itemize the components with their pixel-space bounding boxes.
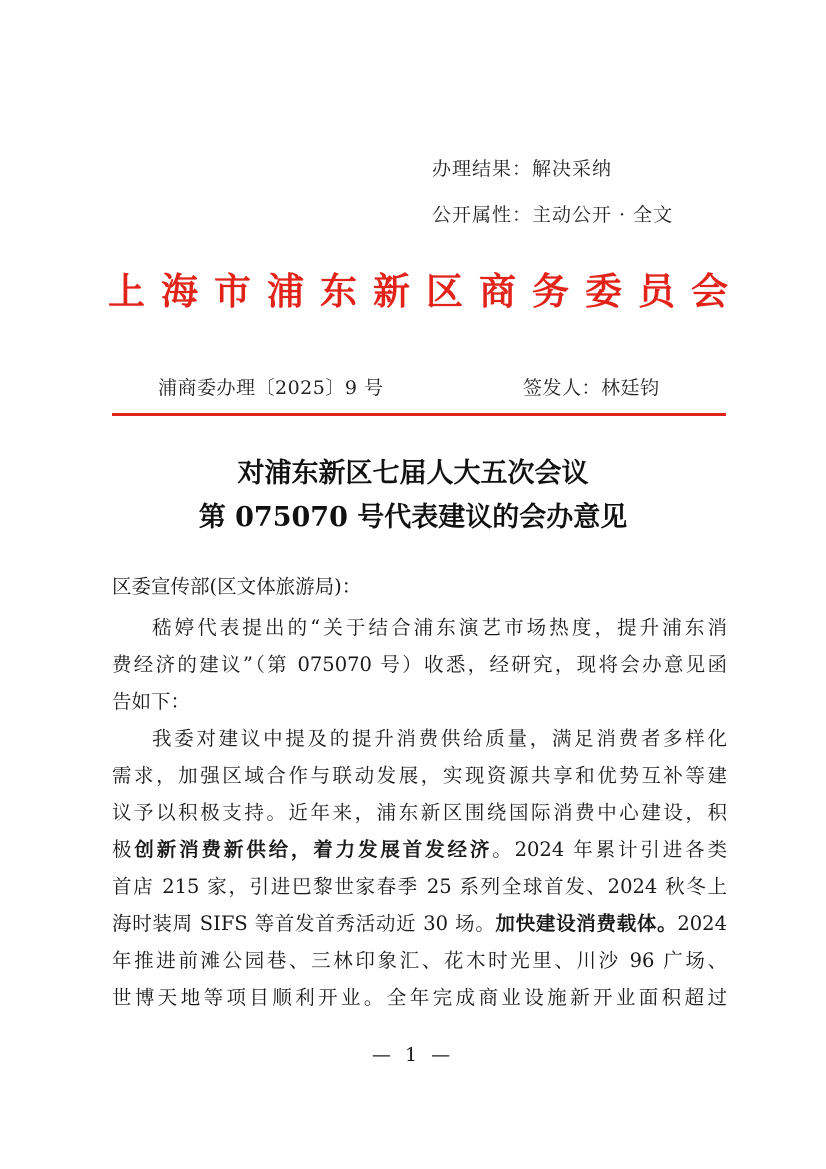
text-run: 海时装周 SIFS 等首发首秀活动近 30 场。 [112,912,496,935]
paragraph-2 [112,720,727,1016]
page-number: — 1 — [371,1044,455,1066]
paragraph-1 [112,609,727,720]
paragraph-line: 费经济的建议”（第 075070 号）收悉，经研究，现将会办意见函 [112,653,727,676]
org-char: 商 [479,269,516,313]
org-char: 区 [426,269,463,313]
issuer-label: 签发人： [523,377,602,399]
issuer [523,373,660,400]
org-char: 会 [691,269,728,313]
bold-highlight: 加快建设消费载体。 [495,912,678,935]
document-title-line1: 对浦东新区七届人大五次会议 [237,458,589,489]
paragraph-line: 年推进前滩公园巷、三林印象汇、花木时光里、川沙 96 广场、 [112,949,727,972]
paragraph-line: 我委对建议中提及的提升消费供给质量，满足消费者多样化 [152,727,727,750]
paragraph-line [112,905,727,942]
org-char: 上 [108,269,145,313]
document-title-line2: 第 075070 号代表建议的会办意见 [198,502,628,533]
text-run: 2024 [677,912,727,935]
disclosure-attribute [432,200,673,227]
org-char: 东 [320,269,357,313]
paragraph-line: 世博天地等项目顺利开业。全年完成商业设施新开业面积超过 [112,986,727,1009]
recipient-line: 区委宣传部(区文体旅游局)： [112,575,362,598]
bold-highlight: 创新消费新供给，着力发展首发经济 [134,838,493,861]
org-char: 浦 [267,269,304,313]
organization-name [108,260,728,316]
paragraph-line: 告如下： [112,690,191,713]
document-number: 浦商委办理〔2025〕9 号 [158,377,384,399]
org-char: 务 [532,269,569,313]
recipient [112,568,727,605]
paragraph-line: 嵇婷代表提出的“关于结合浦东演艺市场热度，提升浦东消 [152,616,727,639]
org-char: 员 [638,269,675,313]
disclosure-value: 主动公开 · 全文 [532,204,674,226]
paragraph-line: 首店 215 家，引进巴黎世家春季 25 系列全球首发、2024 秋冬上 [112,875,727,898]
handling-result-value: 解决采纳 [532,158,613,180]
issuer-name: 林廷钧 [601,377,660,399]
paragraph-line: 需求，加强区域合作与联动发展，实现资源共享和优势互补等建 [112,764,727,787]
paragraph-line [112,831,727,868]
handling-result [432,154,612,181]
org-char: 市 [214,269,251,313]
text-run: 。2024 年累计引进各类 [492,838,727,861]
org-char: 海 [161,269,198,313]
org-char: 委 [585,269,622,313]
org-char: 新 [373,269,410,313]
handling-result-label: 办理结果： [432,158,533,180]
disclosure-label: 公开属性： [432,204,533,226]
red-divider [112,413,726,416]
text-run: 极 [112,838,135,861]
paragraph-line: 议予以积极支持。近年来，浦东新区围绕国际消费中心建设，积 [112,801,727,824]
